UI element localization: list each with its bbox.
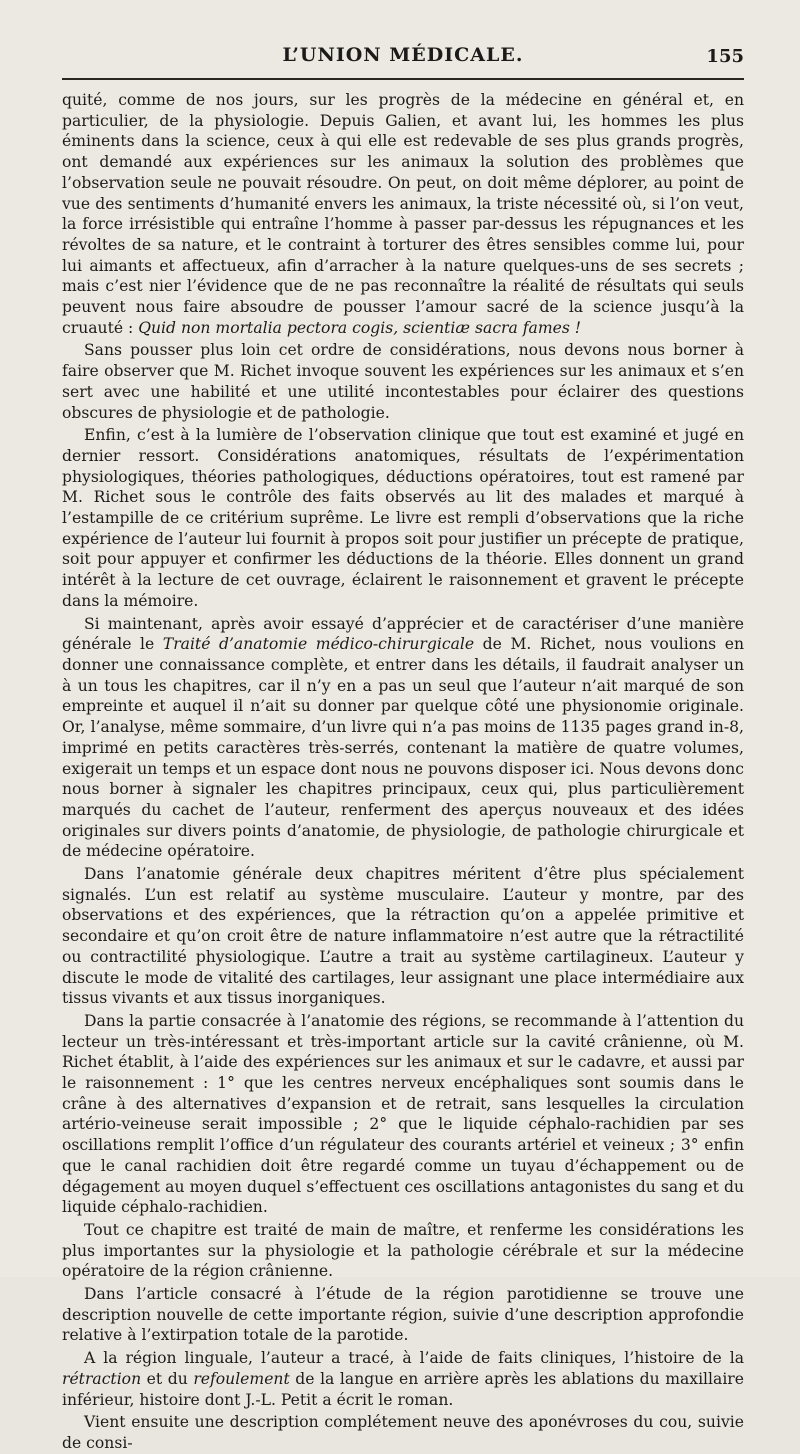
term-retraction: rétraction xyxy=(62,1369,142,1388)
paragraph-1 xyxy=(62,90,744,338)
paragraph-4-text-b: de M. Richet, nous voulions en donner une connaissance complète, et entrer dans les détails, il faudrait analyser un à un tous les chapitres, car il n’y en a pas un seul que l’auteur n’ait marqué de son empreinte et auquel il n’ait su donner par quelque côté une physionomie originale. Or, l’analyse, même sommaire, d’un livre qui n’a pas moins de 1135 pages grand in-8, imprimé en petits caractères très-serrés, contenant la matière de quatre volumes, exigerait un temps et un espace dont nous ne pouvons disposer ici. Nous devons donc nous borner à signaler les chapitres principaux, ceux qui, plus particulièrement marqués du cachet de l’auteur, renferment des aperçus nouveaux et des idées originales sur divers points d’anatomie, de physiologie, de pathologie chirurgicale et de médecine opératoire. xyxy=(62,635,744,861)
paragraph-10-text: Vient ensuite une description complétement neuve des aponévroses du cou, suivie de consi- xyxy=(62,1413,744,1452)
paragraph-9-text-c: de la langue en arrière après les ablations du maxillaire inférieur, histoire dont J.-L. Petit a écrit le roman. xyxy=(62,1369,744,1409)
paragraph-4-text-a: Si maintenant, après avoir essayé d’apprécier et de caractériser d’une manière générale le xyxy=(62,614,744,654)
term-refoulement: refoulement xyxy=(193,1369,290,1388)
book-title: Traité d’anatomie médico-chirurgicale xyxy=(162,635,475,654)
paragraph-8 xyxy=(62,1284,744,1346)
paragraph-2 xyxy=(62,340,744,423)
paragraph-4 xyxy=(62,614,744,862)
paragraph-7 xyxy=(62,1220,744,1282)
paragraph-9-text-b: et du xyxy=(141,1369,194,1388)
paragraph-5 xyxy=(62,864,744,1009)
paragraph-9-text-a: A la région linguale, l’auteur a tracé, à l’aide de faits cliniques, l’histoire de la xyxy=(84,1349,744,1368)
paragraph-7-text: Tout ce chapitre est traité de main de maître, et renferme les considérations les plus importantes sur la physiologie et la pathologie cérébrale et sur la médecine opératoire de la région crânienne. xyxy=(62,1220,744,1281)
paragraph-9 xyxy=(62,1348,744,1410)
latin-quotation: Quid non mortalia pectora cogis, scientiæ sacra fames ! xyxy=(138,318,582,337)
paragraph-2-text: Sans pousser plus loin cet ordre de considérations, nous devons nous borner à faire observer que M. Richet invoque souvent les expériences sur les animaux et s’en sert avec une habilité et une utilité incontestables pour éclairer des questions obscures de physiologie et de pathologie. xyxy=(62,341,744,422)
paragraph-10 xyxy=(62,1412,744,1453)
paragraph-5-text: Dans l’anatomie générale deux chapitres méritent d’être plus spécialement signalés. L’un est relatif au système musculaire. L’auteur y montre, par des observations et des expériences, que la rétraction qu’on a appelée primitive et secondaire et qu’on croit être de nature inflammatoire n’est autre que la rétractilité ou contractilité physiologique. L’autre a trait au système cartilagineux. L’auteur y discute le mode de vitalité des cartilages, leur assignant une place intermédiaire aux tissus vivants et aux tissus inorganiques. xyxy=(62,865,744,1008)
paragraph-3-text: Enfin, c’est à la lumière de l’observation clinique que tout est examiné et jugé en dernier ressort. Considérations anatomiques, résultats de l’expérimentation physiologiques, théories pathologiques, déductions opératoires, tout est ramené par M. Richet sous le contrôle des faits observés au lit des malades et marqué à l’estampille de ce critérium suprême. Le livre est rempli d’observations que la riche expérience de l’auteur lui fournit à propos soit pour justifier un précepte de pratique, soit pour appuyer et confirmer les déductions de la théorie. Elles donnent un grand intérêt à la lecture de cet ouvrage, éclairent le raisonnement et gravent le précepte dans la mémoire. xyxy=(62,426,744,610)
page-number: 155 xyxy=(706,46,744,67)
running-head: L’UNION MÉDICALE. xyxy=(282,44,524,66)
paragraph-1-text: quité, comme de nos jours, sur les progrès de la médecine en général et, en particulier, de la physiologie. Depuis Galien, et avant lui, les hommes les plus éminents dans la science, ceux à qui elle est redevable de ses plus grands progrès, ont demandé aux expériences sur les animaux la solution des problèmes que l’observation seule ne pouvait résoudre. On peut, on doit même déplorer, au point de vue des sentiments d’humanité envers les animaux, la triste nécessité où, si l’on veut, la force irrésistible qui entraîne l’homme à passer par-dessus les répugnances et les révoltes de sa nature, et le contraint à torturer des êtres sensibles comme lui, pour lui aimants et affectueux, afin d’arracher à la nature quelques-uns de ses secrets ; mais c’est nier l’évidence que de ne pas reconnaître la réalité de résultats qui seuls peuvent nous faire absoudre de pousser l’amour sacré de la science jusqu’à la cruauté : xyxy=(62,91,744,337)
paragraph-8-text: Dans l’article consacré à l’étude de la région parotidienne se trouve une description nouvelle de cette importante région, suivie d’une description approfondie relative à l’extirpation totale de la parotide. xyxy=(62,1285,744,1345)
page-header xyxy=(62,44,744,78)
paragraph-3 xyxy=(62,425,744,611)
paragraph-6-text: Dans la partie consacrée à l’anatomie des régions, se recommande à l’attention du lecteur un très-intéressant et très-important article sur la cavité crânienne, où M. Richet établit, à l’aide des expériences sur les animaux et sur le cadavre, et aussi par le raisonnement : 1° que les centres nerveux encéphaliques sont soumis dans le crâne à des alternatives d’expansion et de retrait, sans lesquelles la circulation artério-veineuse serait impossible ; 2° que le liquide céphalo-rachidien par ses oscillations remplit l’office d’un régulateur des courants artériel et veineux ; 3° enfin que le canal rachidien doit être regardé comme un tuyau d’échappement ou de dégagement au moyen duquel s’effectuent ces oscillations antagonistes du sang et du liquide céphalo-rachidien. xyxy=(62,1011,744,1217)
article-body xyxy=(62,90,744,1454)
paragraph-6 xyxy=(62,1011,744,1218)
header-rule xyxy=(62,78,744,80)
